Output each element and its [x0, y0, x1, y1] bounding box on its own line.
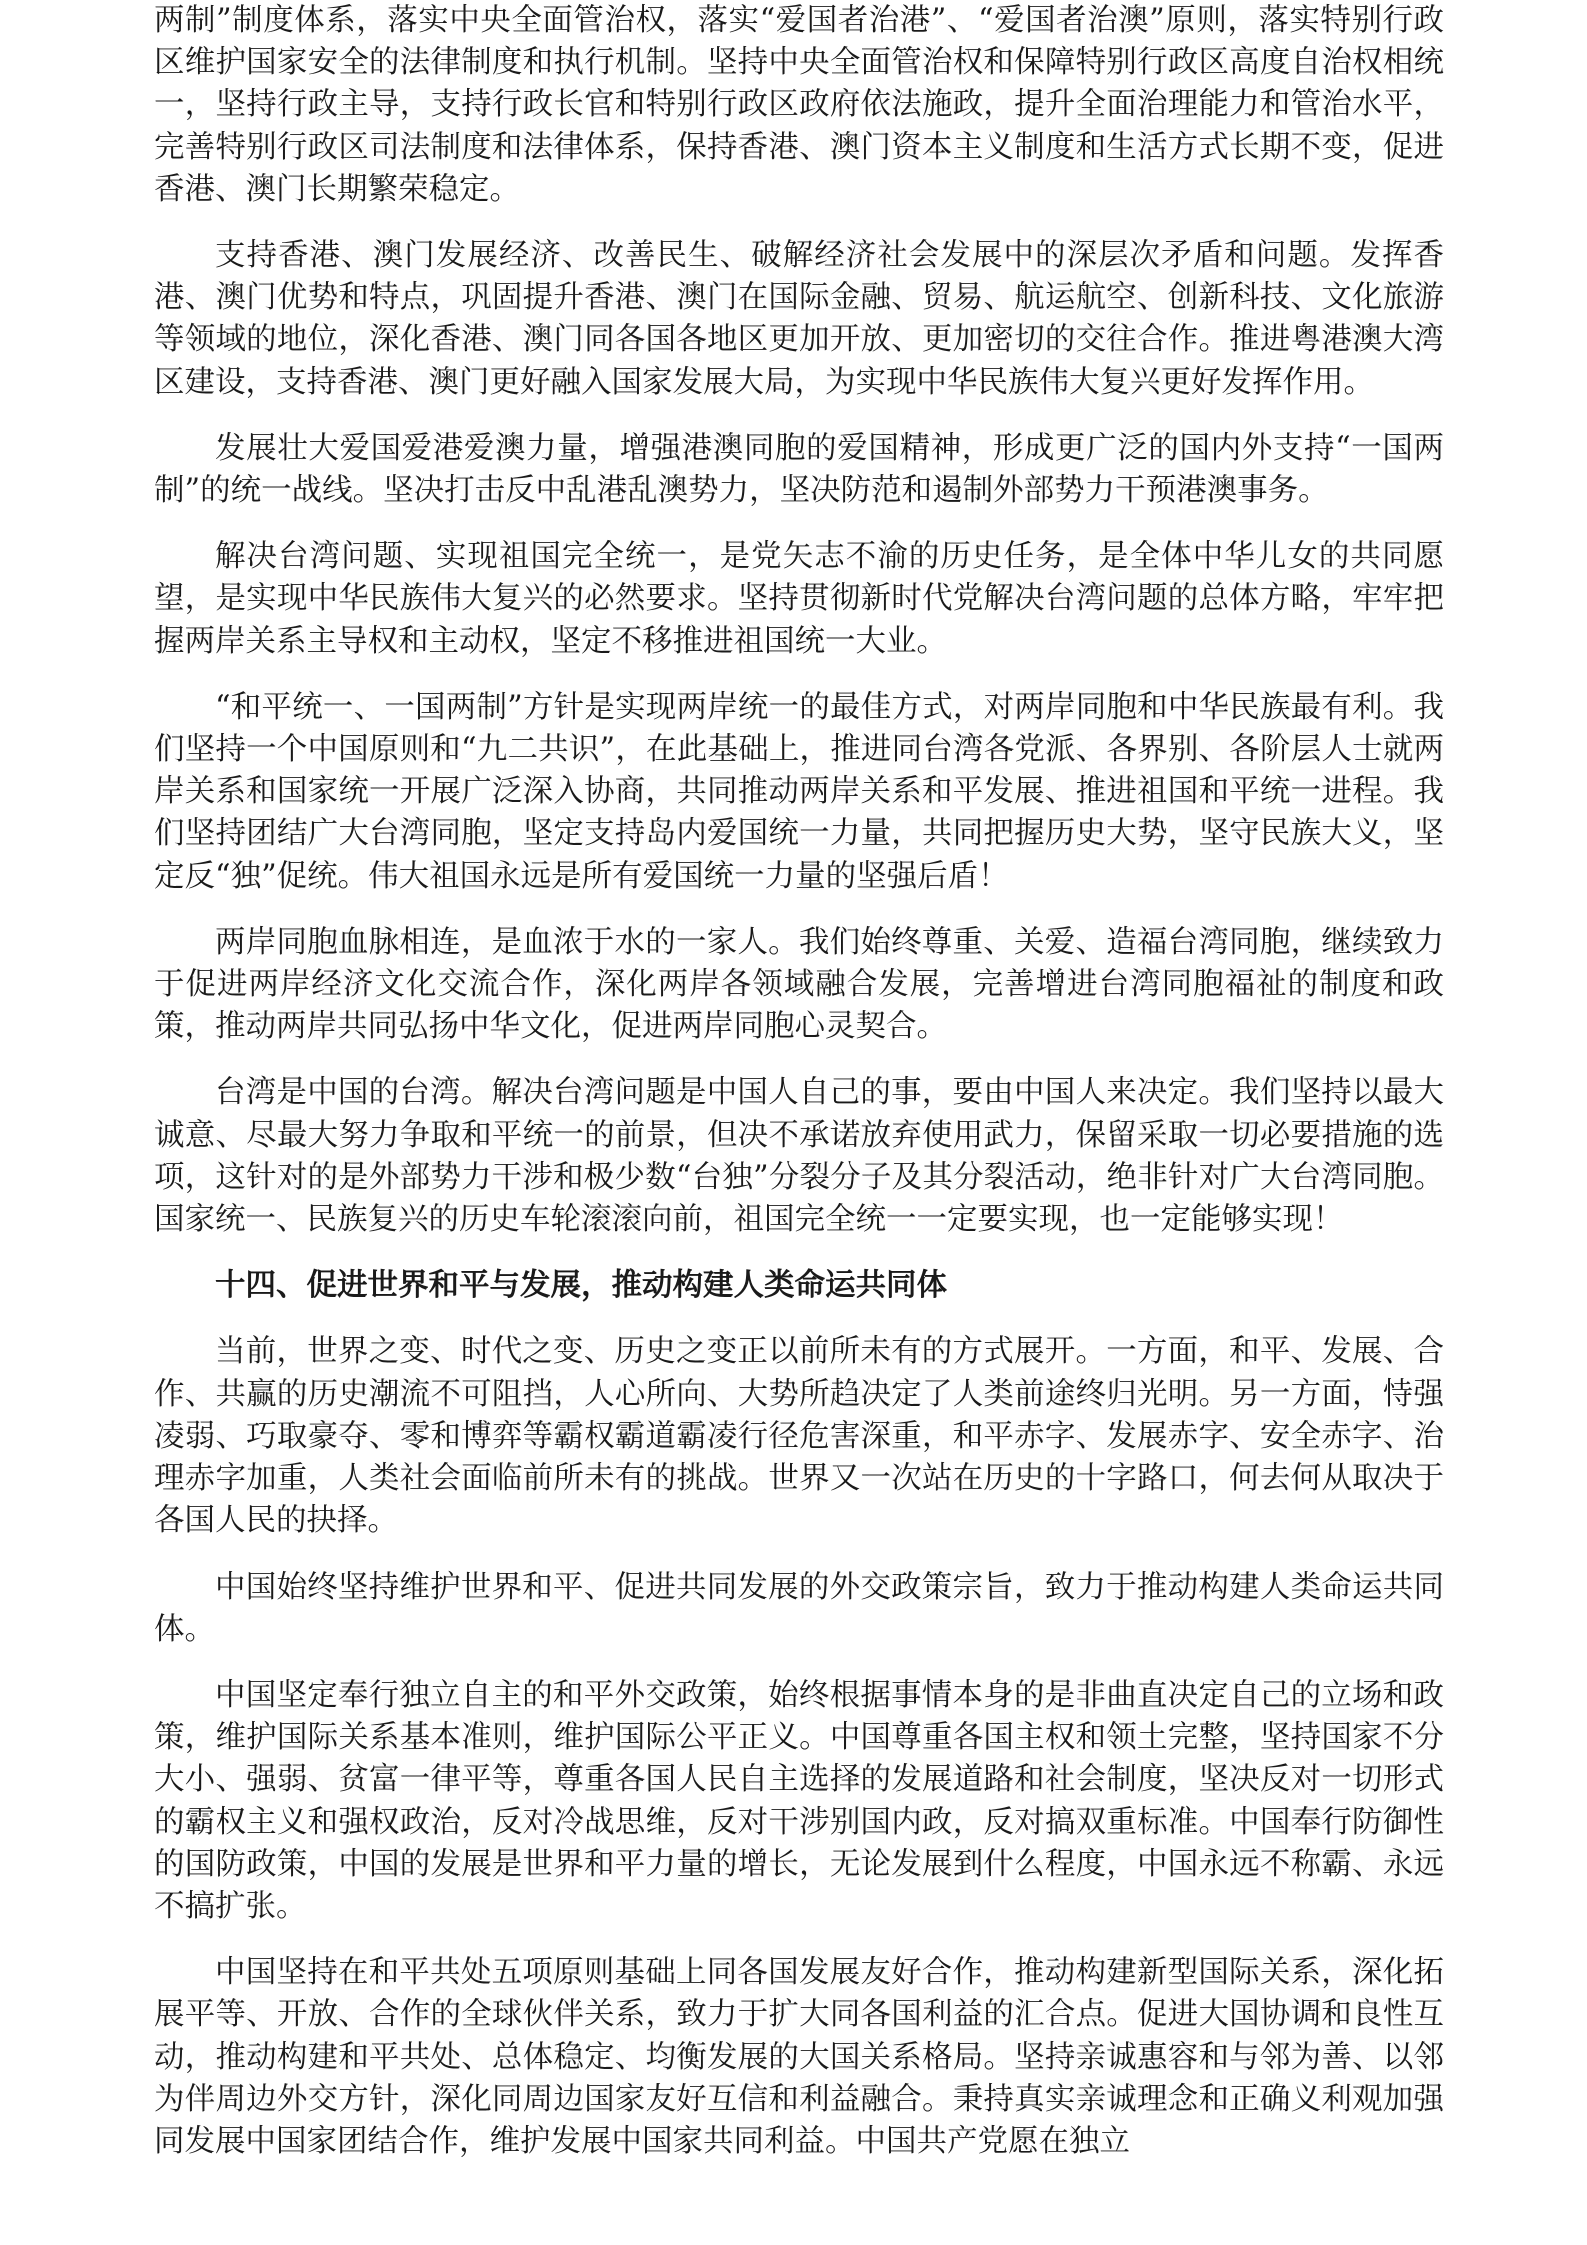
paragraph: 发展壮大爱国爱港爱澳力量，增强港澳同胞的爱国精神，形成更广泛的国内外支持“一国两制”的统一战线。坚决打击反中乱港乱澳势力，坚决防范和遏制外部势力干预港澳事务。	[154, 430, 1444, 509]
paragraph: 支持香港、澳门发展经济、改善民生、破解经济社会发展中的深层次矛盾和问题。发挥香港、澳门优势和特点，巩固提升香港、澳门在国际金融、贸易、航运航空、创新科技、文化旅游等领域的地位，深化香港、澳门同各国各地区更加开放、更加密切的交往合作。推进粤港澳大湾区建设，支持香港、澳门更好融入国家发展大局，为实现中华民族伟大复兴更好发挥作用。	[154, 238, 1444, 400]
section-heading: 十四、促进世界和平与发展，推动构建人类命运共同体	[215, 1268, 947, 1304]
paragraph: 两岸同胞血脉相连，是血浓于水的一家人。我们始终尊重、关爱、造福台湾同胞，继续致力于促进两岸经济文化交流合作，深化两岸各领域融合发展，完善增进台湾同胞福祉的制度和政策，推动两岸共同弘扬中华文化，促进两岸同胞心灵契合。	[154, 924, 1444, 1045]
paragraph: 中国坚持在和平共处五项原则基础上同各国发展友好合作，推动构建新型国际关系，深化拓展平等、开放、合作的全球伙伴关系，致力于扩大同各国利益的汇合点。促进大国协调和良性互动，推动构建和平共处、总体稳定、均衡发展的大国关系格局。坚持亲诚惠容和与邻为善、以邻为伴周边外交方针，深化同周边国家友好互信和利益融合。秉持真实亲诚理念和正确义利观加强同发展中国家团结合作，维护发展中国家共同利益。中国共产党愿在独立	[154, 1955, 1444, 2159]
paragraph: 中国坚定奉行独立自主的和平外交政策，始终根据事情本身的是非曲直决定自己的立场和政策，维护国际关系基本准则，维护国际公平正义。中国尊重各国主权和领土完整，坚持国家不分大小、强弱、贫富一律平等，尊重各国人民自主选择的发展道路和社会制度，坚决反对一切形式的霸权主义和强权政治，反对冷战思维，反对干涉别国内政，反对搞双重标准。中国奉行防御性的国防政策，中国的发展是世界和平力量的增长，无论发展到什么程度，中国永远不称霸、永远不搞扩张。	[154, 1677, 1444, 1924]
paragraph: 台湾是中国的台湾。解决台湾问题是中国人自己的事，要由中国人来决定。我们坚持以最大诚意、尽最大努力争取和平统一的前景，但决不承诺放弃使用武力，保留采取一切必要措施的选项，这针对的是外部势力干涉和极少数“台独”分裂分子及其分裂活动，绝非针对广大台湾同胞。国家统一、民族复兴的历史车轮滚滚向前，祖国完全统一一定要实现，也一定能够实现！	[154, 1075, 1444, 1238]
paragraph: 中国始终坚持维护世界和平、促进共同发展的外交政策宗旨，致力于推动构建人类命运共同体。	[154, 1569, 1444, 1647]
document-page	[154, 0, 1444, 2187]
paragraph: “和平统一、一国两制”方针是实现两岸统一的最佳方式，对两岸同胞和中华民族最有利。我们坚持一个中国原则和“九二共识”，在此基础上，推进同台湾各党派、各界别、各阶层人士就两岸关系和国家统一开展广泛深入协商，共同推动两岸关系和平发展、推进祖国和平统一进程。我们坚持团结广大台湾同胞，坚定支持岛内爱国统一力量，共同把握历史大势，坚守民族大义，坚定反“独”促统。伟大祖国永远是所有爱国统一力量的坚强后盾！	[154, 689, 1444, 894]
paragraph: 当前，世界之变、时代之变、历史之变正以前所未有的方式展开。一方面，和平、发展、合作、共赢的历史潮流不可阻挡，人心所向、大势所趋决定了人类前途终归光明。另一方面，恃强凌弱、巧取豪夺、零和博弈等霸权霸道霸凌行径危害深重，和平赤字、发展赤字、安全赤字、治理赤字加重，人类社会面临前所未有的挑战。世界又一次站在历史的十字路口，何去何从取决于各国人民的抉择。	[154, 1334, 1444, 1539]
paragraph: 两制”制度体系，落实中央全面管治权，落实“爱国者治港”、“爱国者治澳”原则，落实特别行政区维护国家安全的法律制度和执行机制。坚持中央全面管治权和保障特别行政区高度自治权相统一，坚持行政主导，支持行政长官和特别行政区政府依法施政，提升全面治理能力和管治水平，完善特别行政区司法制度和法律体系，保持香港、澳门资本主义制度和生活方式长期不变，促进香港、澳门长期繁荣稳定。	[154, 3, 1444, 207]
paragraph: 解决台湾问题、实现祖国完全统一，是党矢志不渝的历史任务，是全体中华儿女的共同愿望，是实现中华民族伟大复兴的必然要求。坚持贯彻新时代党解决台湾问题的总体方略，牢牢把握两岸关系主导权和主动权，坚定不移推进祖国统一大业。	[154, 539, 1444, 659]
